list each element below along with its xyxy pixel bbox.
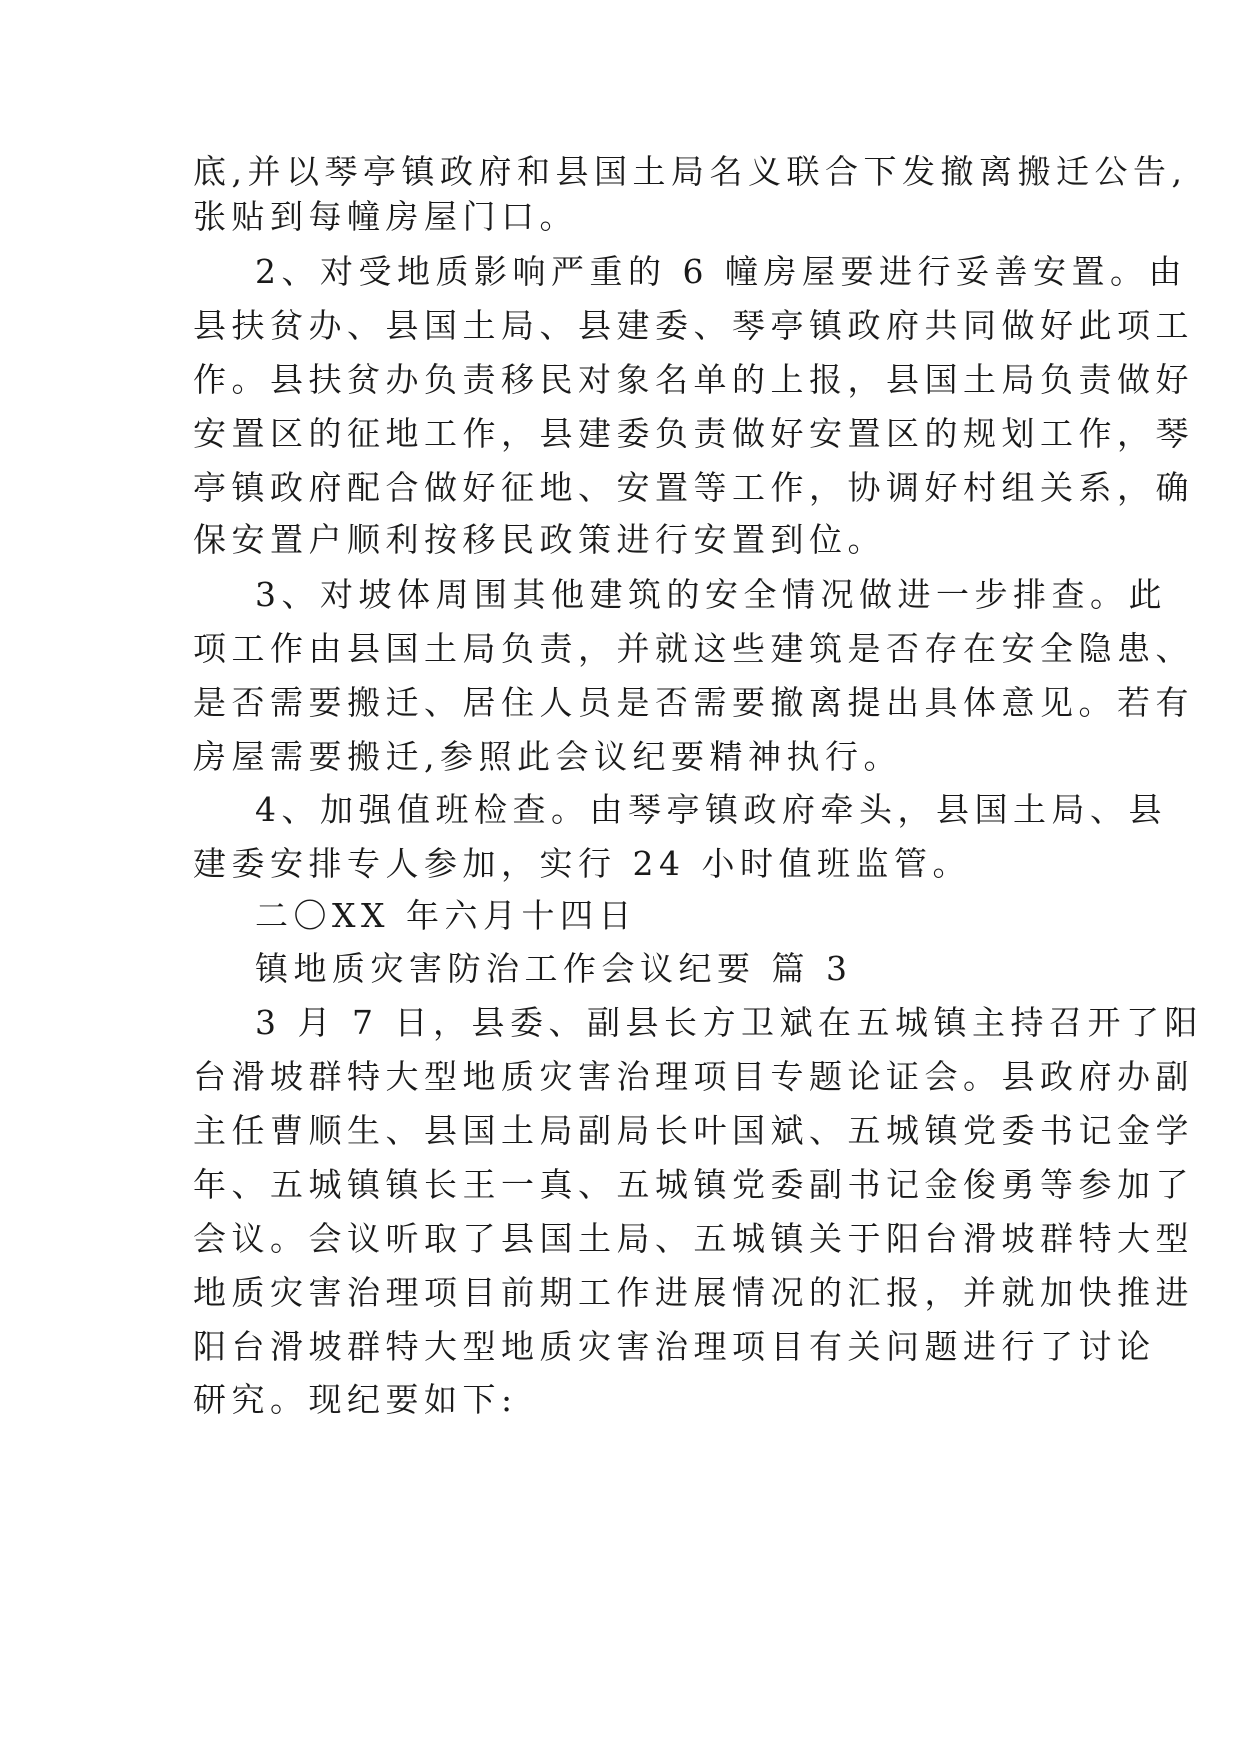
text-line: 项工作由县国土局负责，并就这些建筑是否存在安全隐患、: [193, 629, 1194, 668]
text-line: 房屋需要搬迁,参照此会议纪要精神执行。: [193, 737, 902, 776]
text-line: 3、对坡体周围其他建筑的安全情况做进一步排查。此: [255, 575, 1167, 614]
text-line: 年、五城镇镇长王一真、五城镇党委副书记金俊勇等参加了: [193, 1165, 1194, 1204]
text-line: 底,并以琴亭镇政府和县国土局名义联合下发撤离搬迁公告,: [193, 152, 1188, 191]
text-line: 建委安排专人参加，实行 24 小时值班监管。: [193, 844, 971, 883]
text-line: 是否需要搬迁、居住人员是否需要撤离提出具体意见。若有: [193, 683, 1194, 722]
text-line: 会议。会议听取了县国土局、五城镇关于阳台滑坡群特大型: [193, 1219, 1194, 1258]
section-heading: 镇地质灾害防治工作会议纪要 篇 3: [255, 949, 853, 988]
text-line: 4、加强值班检查。由琴亭镇政府牵头，县国土局、县: [255, 790, 1167, 829]
text-line: 台滑坡群特大型地质灾害治理项目专题论证会。县政府办副: [193, 1057, 1194, 1096]
text-line: 安置区的征地工作，县建委负责做好安置区的规划工作，琴: [193, 414, 1194, 453]
text-line: 2、对受地质影响严重的 6 幢房屋要进行妥善安置。由: [255, 252, 1187, 291]
text-line: 亭镇政府配合做好征地、安置等工作，协调好村组关系，确: [193, 468, 1194, 507]
text-line: 保安置户顺利按移民政策进行安置到位。: [193, 520, 886, 559]
text-line: 地质灾害治理项目前期工作进展情况的汇报，并就加快推进: [193, 1273, 1194, 1312]
text-line: 作。县扶贫办负责移民对象名单的上报，县国土局负责做好: [193, 360, 1194, 399]
text-line: 3 月 7 日，县委、副县长方卫斌在五城镇主持召开了阳: [255, 1003, 1203, 1042]
date-line: 二〇XX 年六月十四日: [255, 896, 637, 935]
text-line: 主任曹顺生、县国土局副局长叶国斌、五城镇党委书记金学: [193, 1111, 1194, 1150]
text-line: 县扶贫办、县国土局、县建委、琴亭镇政府共同做好此项工: [193, 306, 1194, 345]
text-line: 阳台滑坡群特大型地质灾害治理项目有关问题进行了讨论: [193, 1327, 1156, 1366]
text-line: 研究。现纪要如下:: [193, 1380, 518, 1419]
text-line: 张贴到每幢房屋门口。: [193, 197, 578, 236]
